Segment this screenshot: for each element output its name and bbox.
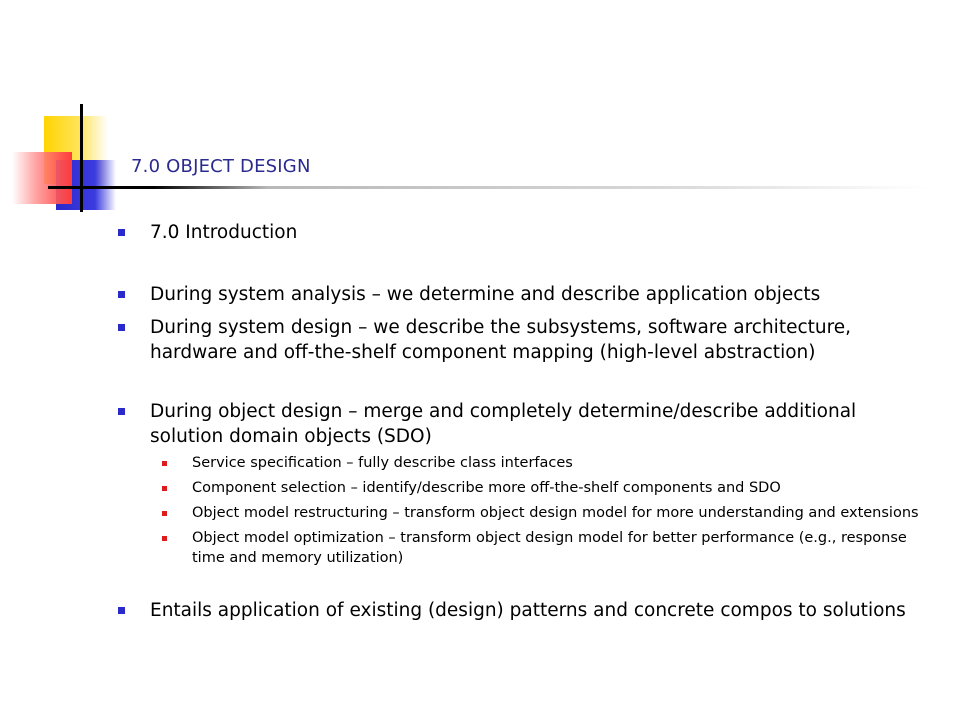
bullet-item — [118, 220, 928, 245]
bullet-text: During system design – we describe the subsystems, software architecture, hardware and off-the-shelf component mapping (high-level abstraction) — [150, 317, 852, 363]
sub-bullet-text: Object model restructuring – transform object design model for more understanding and extensions — [192, 505, 919, 521]
vertical-rule-decoration — [80, 104, 83, 212]
slide-title: 7.0 OBJECT DESIGN — [131, 156, 311, 177]
bullet-item — [118, 315, 928, 365]
sub-bullet-item — [162, 503, 928, 523]
bullet-item — [118, 399, 928, 568]
title-underline-rule — [48, 186, 928, 189]
red-square-decoration — [12, 152, 72, 204]
bullet-text: 7.0 Introduction — [150, 222, 298, 243]
bullet-item — [118, 282, 928, 307]
sub-bullet-text: Component selection – identify/describe more off-the-shelf components and SDO — [192, 480, 781, 496]
bullet-text: During system analysis – we determine and describe application objects — [150, 284, 821, 305]
sub-bullet-item — [162, 528, 928, 568]
bullet-text: During object design – merge and completely determine/describe additional solution domain objects (SDO) — [150, 401, 857, 447]
bullet-text: Entails application of existing (design) patterns and concrete compos to solutions — [150, 600, 906, 621]
bullet-list — [118, 220, 928, 623]
bullet-item — [118, 598, 928, 623]
sub-bullet-text: Object model optimization – transform object design model for better performance (e.g., response time and memory utilization) — [192, 530, 907, 566]
sub-bullet-list — [150, 453, 928, 568]
sub-bullet-item — [162, 453, 928, 473]
sub-bullet-item — [162, 478, 928, 498]
sub-bullet-text: Service specification – fully describe class interfaces — [192, 455, 573, 471]
